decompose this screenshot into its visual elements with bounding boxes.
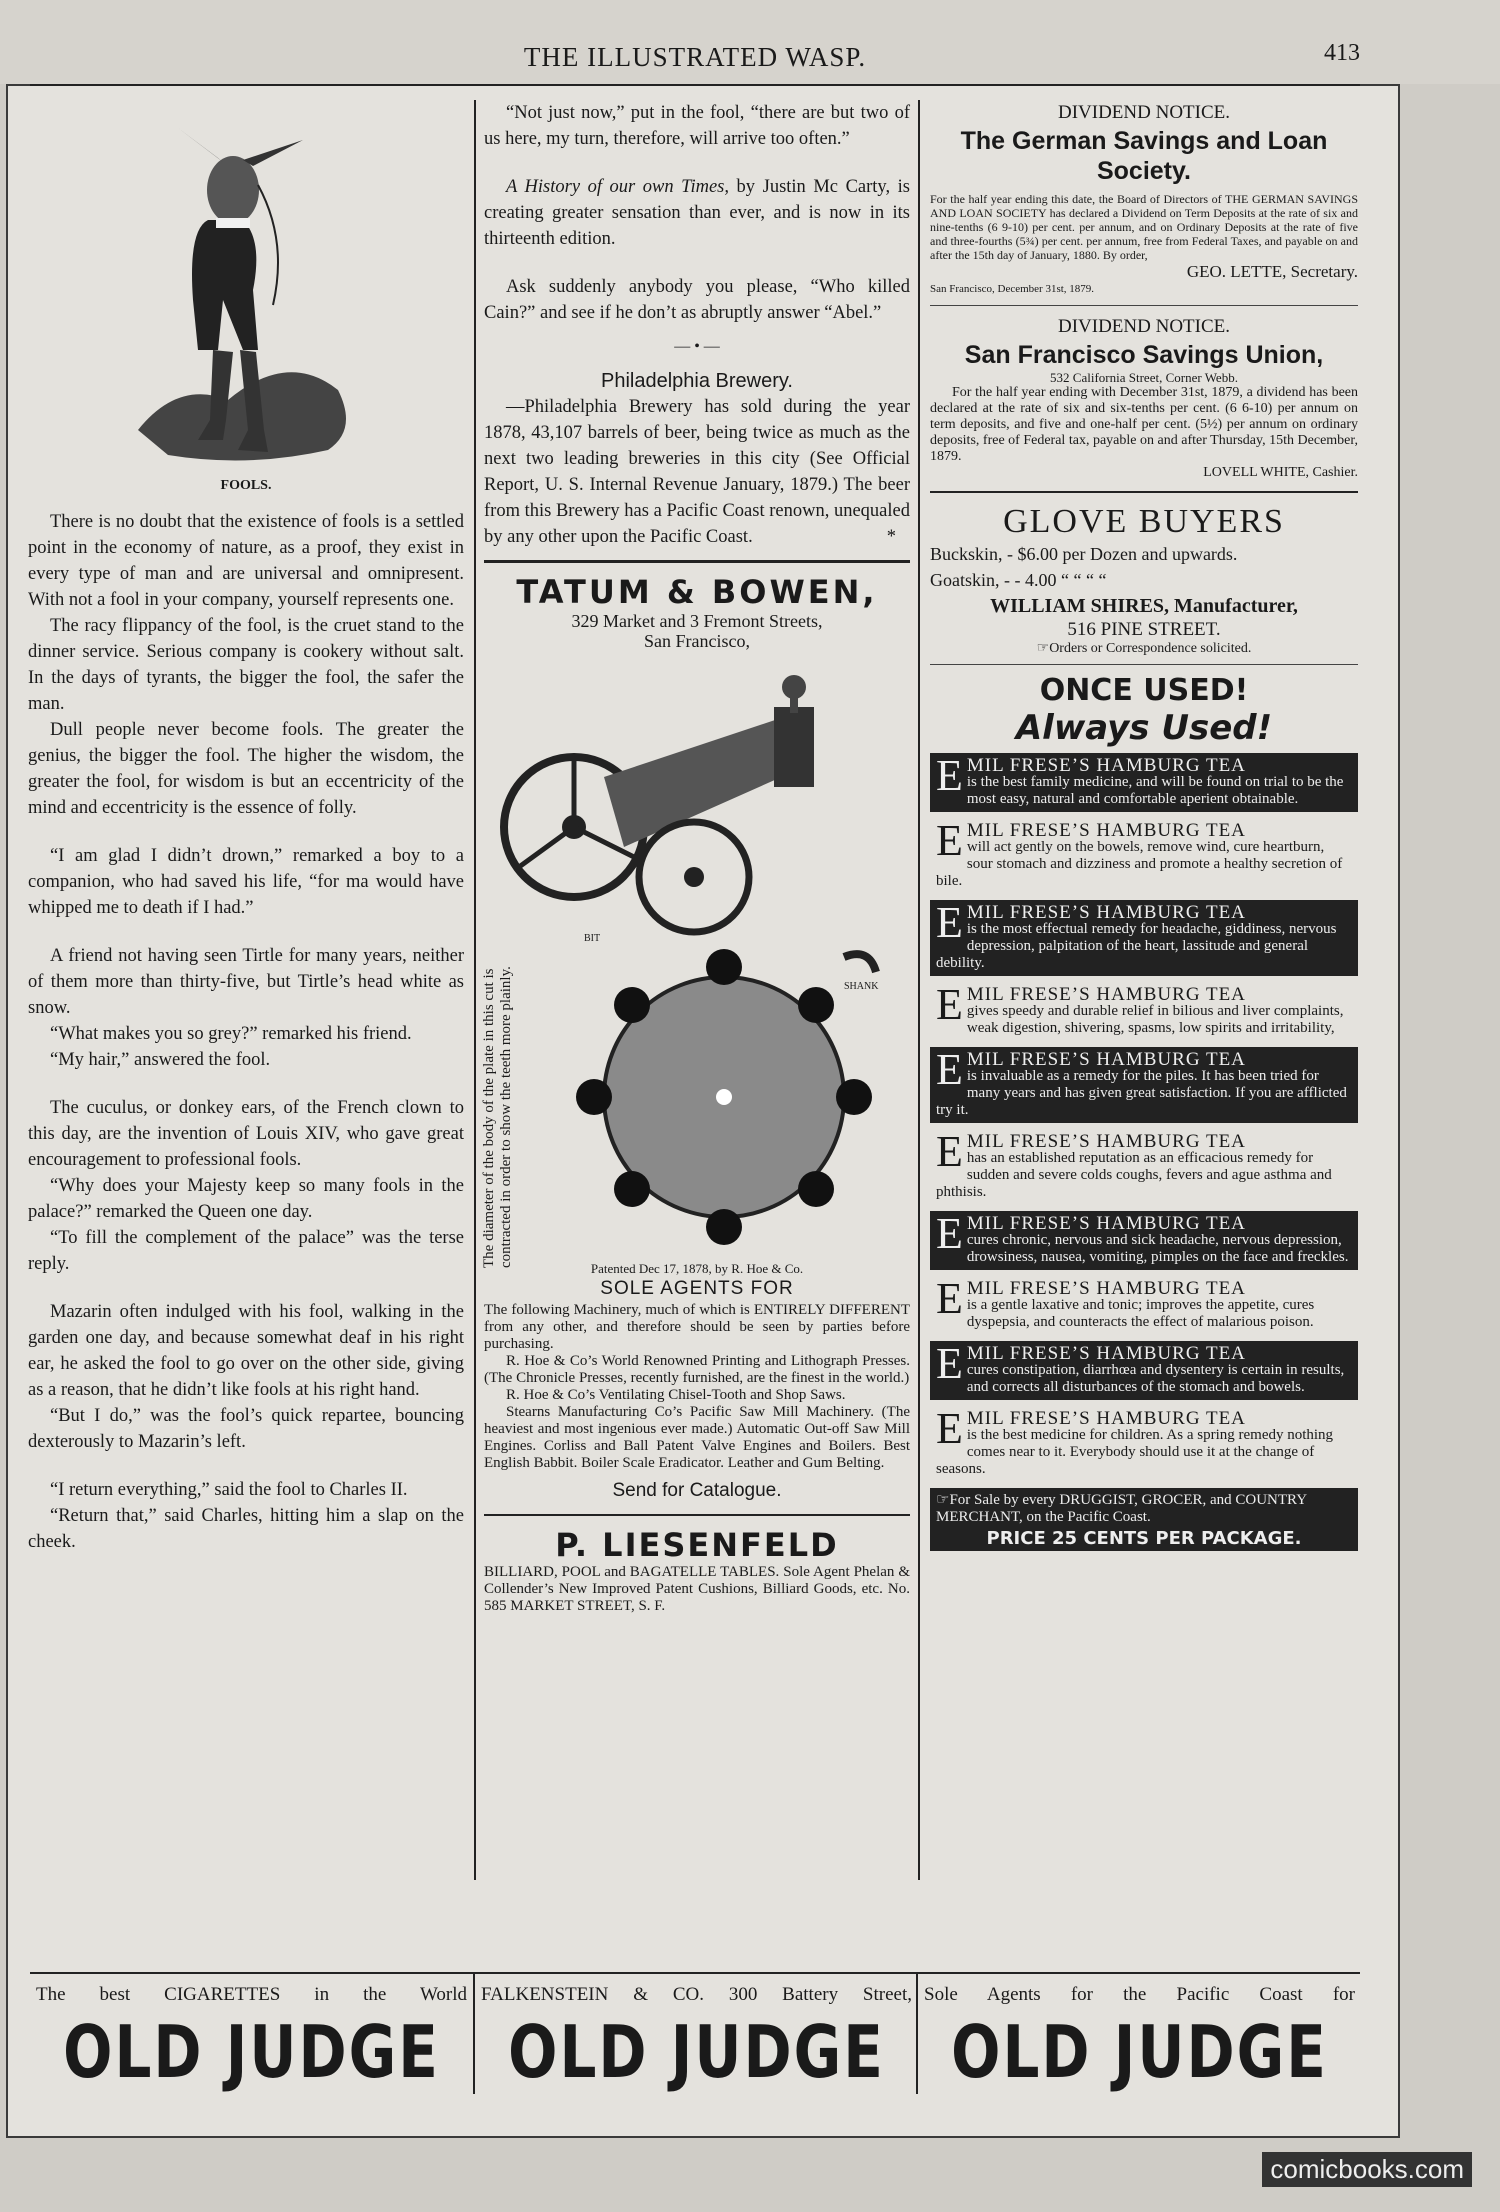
footer-cell bbox=[916, 1974, 1361, 2094]
page-number: 413 bbox=[1324, 40, 1360, 66]
article-paragraph: The racy flippancy of the fool, is the cruet stand to the dinner service. Serious company is cookery without salt. In the days of tyrants, the bigger the fool, the safer the man. bbox=[28, 616, 464, 714]
publication-title: THE ILLUSTRATED WASP. bbox=[523, 42, 867, 72]
tea-ad-heading: MIL FRESE’S HAMBURG TEA bbox=[966, 820, 1246, 841]
sf-savings-signature: LOVELL WHITE, Cashier. bbox=[1203, 465, 1358, 480]
german-savings-signature: GEO. LETTE, Secretary. bbox=[1186, 262, 1358, 281]
article-paragraph: The cuculus, or donkey ears, of the French clown to this day, are the invention of Louis XIV, who gave great encouragement to professional fools. bbox=[28, 1098, 464, 1170]
tea-ad-text: gives speedy and durable relief in bilious and liver complaints, weak digestion, shivering, spasms, low spirits and irritability, bbox=[966, 1003, 1344, 1036]
article-paragraph: There is no doubt that the existence of fools is a settled point in the economy of nature, as a proof, they exist in every type of man and are universal and omnipresent. With not a fool in your company, yourself represents one. bbox=[28, 512, 464, 610]
article-paragraph: “Why does your Majesty keep so many fools in the palace?” remarked the Queen one day. bbox=[28, 1176, 464, 1222]
tea-ad: E MIL FRESE’S HAMBURG TEA has an established reputation as an efficacious remedy for sudden and severe colds coughs, fevers and ague asthma and phthisis. bbox=[930, 1129, 1358, 1205]
saw-and-engine-drawing bbox=[484, 657, 904, 1257]
tea-ad-heading: MIL FRESE’S HAMBURG TEA bbox=[966, 755, 1246, 776]
once-used-heading: ONCE USED! bbox=[1039, 673, 1249, 708]
page-header bbox=[30, 36, 1360, 86]
machinery-intro: The following Machinery, much of which is ENTIRELY DIFFERENT from any other, and therefore should be seen by parties before purchasing. bbox=[484, 1302, 910, 1352]
shank-label: SHANK bbox=[844, 981, 879, 992]
article-paragraph: “My hair,” answered the fool. bbox=[50, 1050, 271, 1070]
tea-ad-heading: MIL FRESE’S HAMBURG TEA bbox=[966, 902, 1246, 923]
diameter-note: The diameter of the body of the plate in this cut is contracted in order to show the teeth more plainly. bbox=[481, 966, 514, 1268]
brewery-heading: Philadelphia Brewery. bbox=[601, 370, 793, 392]
tea-ad-text: is the most effectual remedy for headache, giddiness, nervous depression, palpitation of the heart, lassitude and general debility. bbox=[936, 921, 1337, 971]
glove-buyers-heading: GLOVE BUYERS bbox=[1003, 503, 1285, 540]
machinery-illustration bbox=[481, 651, 910, 1268]
sf-savings-text: For the half year ending with December 31st, 1879, a dividend has been declared at the rate of six and six-tenths per cent. (6 6-10) per annum on term deposits, and five and one-half per cent. (5½) per annum on ordinary deposits, free of Federal tax, payable on and after Thursday, 15th December, 1879. bbox=[930, 385, 1358, 464]
column-fools bbox=[28, 100, 464, 1880]
tea-ad: E MIL FRESE’S HAMBURG TEA gives speedy and durable relief in bilious and liver complaints, weak digestion, shivering, spasms, low spirits and irritability, bbox=[930, 982, 1358, 1041]
glove-manufacturer: WILLIAM SHIRES, Manufacturer, bbox=[990, 595, 1298, 617]
tea-ad: E MIL FRESE’S HAMBURG TEA is the best family medicine, and will be found on trial to be the most easy, natural and comfortable aperient obtainable. bbox=[930, 753, 1358, 812]
tea-ad-heading: MIL FRESE’S HAMBURG TEA bbox=[966, 1278, 1246, 1299]
always-used-heading: Always Used! bbox=[1015, 708, 1273, 748]
tea-ad: E MIL FRESE’S HAMBURG TEA cures constipation, diarrhœa and dysentery is certain in results, and corrects all disturbances of the stomach and bowels. bbox=[930, 1341, 1358, 1400]
dividend-heading: DIVIDEND NOTICE. bbox=[1057, 102, 1231, 123]
article-paragraph: “I am glad I didn’t drown,” remarked a boy to a companion, who had saved his life, “for ma would have whipped me to death if I had.” bbox=[28, 846, 464, 918]
article-paragraph: “I return everything,” said the fool to Charles II. bbox=[50, 1480, 408, 1500]
tea-ad-heading: MIL FRESE’S HAMBURG TEA bbox=[966, 1408, 1246, 1429]
article-paragraph: “Not just now,” put in the fool, “there are but two of us here, my turn, therefore, will arrive too often.” bbox=[484, 103, 910, 149]
glove-price-goatskin: Goatskin, - - 4.00 “ “ “ “ bbox=[930, 570, 1107, 590]
sole-agents-heading: SOLE AGENTS FOR bbox=[600, 1278, 794, 1299]
tea-sale-text: ☞For Sale by every DRUGGIST, GROCER, and COUNTRY MERCHANT, on the Pacific Coast. bbox=[936, 1492, 1307, 1525]
tea-ad-text: is the best family medicine, and will be found on trial to be the most easy, natural and comfortable aperient obtainable. bbox=[966, 774, 1344, 807]
footer-cell bbox=[30, 1974, 473, 2094]
tea-ad-heading: MIL FRESE’S HAMBURG TEA bbox=[966, 984, 1246, 1005]
glove-price-buckskin: Buckskin, - $6.00 per Dozen and upwards. bbox=[930, 544, 1238, 564]
german-savings-date: San Francisco, December 31st, 1879. bbox=[930, 283, 1095, 295]
tea-ad: E MIL FRESE’S HAMBURG TEA is the most effectual remedy for headache, giddiness, nervous depression, palpitation of the heart, lassitude and general debility. bbox=[930, 900, 1358, 976]
footer-cell bbox=[473, 1974, 918, 2094]
column-advertisements bbox=[918, 100, 1358, 1880]
bit-label: BIT bbox=[584, 933, 601, 944]
article-paragraph: A friend not having seen Tirtle for many years, neither of them more than thirty-five, but Tirtle’s head white as snow. bbox=[28, 946, 464, 1018]
tea-ad-text: is a gentle laxative and tonic; improves the appetite, cures dyspepsia, and counteracts the effect of malarious poison. bbox=[966, 1297, 1315, 1330]
tea-ad: E MIL FRESE’S HAMBURG TEA is invaluable as a remedy for the piles. It has been tried for many years and has given great satisfaction. If you are afflicted try it. bbox=[930, 1047, 1358, 1123]
footer-text: Sole Agents for the Pacific Coast for bbox=[924, 1984, 1355, 2005]
tea-ad: E MIL FRESE’S HAMBURG TEA is a gentle laxative and tonic; improves the appetite, cures dyspepsia, and counteracts the effect of malarious poison. bbox=[930, 1276, 1358, 1335]
tea-ad-heading: MIL FRESE’S HAMBURG TEA bbox=[966, 1049, 1246, 1070]
site-watermark: comicbooks.com bbox=[1262, 2152, 1472, 2187]
book-note: by Justin Mc Carty, is creating greater sensation than ever, and is now in its thirteenth edition. bbox=[484, 177, 910, 249]
german-savings-text: For the half year ending this date, the Board of Directors of THE GERMAN SAVINGS AND LOAN SOCIETY has declared a Dividend on Term Deposits at the rate of six and nine-tenths (6 9-10) per cent. per annum, and on Ordinary Deposits at the rate of five and three-fourths (5¾) per cent. per annum, free from Federal Taxes, and payable on and after the 15th day of January, 1880. By order, bbox=[930, 192, 1358, 262]
article-paragraph bbox=[484, 174, 910, 252]
tea-ad-heading: MIL FRESE’S HAMBURG TEA bbox=[966, 1343, 1246, 1364]
book-title: A History of our own Times, bbox=[506, 177, 729, 197]
tatum-city: San Francisco, bbox=[644, 631, 750, 651]
liesenfeld-name: P. LIESENFELD bbox=[555, 1526, 839, 1564]
glove-address: 516 PINE STREET. bbox=[1067, 619, 1221, 640]
hoe-presses: R. Hoe & Co’s World Renowned Printing and Lithograph Presses. (The Chronicle Presses, recently furnished, are the finest in the world.) bbox=[484, 1353, 910, 1386]
article-paragraph: “But I do,” was the fool’s quick repartee, bouncing dexterously to Mazarin’s left. bbox=[28, 1406, 464, 1452]
old-judge-brand: OLD JUDGE bbox=[63, 2009, 440, 2095]
tea-ad: E MIL FRESE’S HAMBURG TEA will act gently on the bowels, remove wind, cure heartburn, sour stomach and dizziness and promote a healthy secretion of bile. bbox=[930, 818, 1358, 894]
tea-ad-text: has an established reputation as an efficacious remedy for sudden and severe colds coughs, fevers and ague asthma and phthisis. bbox=[936, 1150, 1332, 1200]
article-paragraph: “What makes you so grey?” remarked his friend. bbox=[50, 1024, 412, 1044]
tea-ad: E MIL FRESE’S HAMBURG TEA cures chronic, nervous and sick headache, nervous depression, drowsiness, nausea, vomiting, pimples on the face and freckles. bbox=[930, 1211, 1358, 1270]
tea-ad-text: is the best medicine for children. As a spring remedy nothing comes near to it. Everybody should use it at the change of seasons. bbox=[936, 1427, 1334, 1477]
tea-price: PRICE 25 CENTS PER PACKAGE. bbox=[986, 1528, 1302, 1549]
tea-ad: E MIL FRESE’S HAMBURG TEA is the best medicine for children. As a spring remedy nothing comes near to it. Everybody should use it at the change of seasons. bbox=[930, 1406, 1358, 1482]
tea-sale-box bbox=[930, 1488, 1358, 1551]
old-judge-footer bbox=[30, 1972, 1360, 2094]
article-paragraph: “Return that,” said Charles, hitting him a slap on the cheek. bbox=[28, 1506, 464, 1552]
ornament-divider: — • — bbox=[674, 338, 720, 355]
tatum-address: 329 Market and 3 Fremont Streets, bbox=[571, 611, 823, 631]
sf-savings-name: San Francisco Savings Union, bbox=[964, 341, 1324, 369]
tea-ad-text: cures constipation, diarrhœa and dysentery is certain in results, and corrects all disturbances of the stomach and bowels. bbox=[966, 1362, 1345, 1395]
tea-ad-text: cures chronic, nervous and sick headache, nervous depression, drowsiness, nausea, vomiting, pimples on the face and freckles. bbox=[966, 1232, 1349, 1265]
article-paragraph: Ask suddenly anybody you please, “Who killed Cain?” and see if he don’t as abruptly answer “Abel.” bbox=[484, 277, 910, 323]
footer-text: The best CIGARETTES in the World bbox=[36, 1984, 467, 2005]
article-paragraph: Mazarin often indulged with his fool, walking in the garden one day, and because somewhat deaf in his right ear, he asked the fool to go over on the other side, giving as a reason, that he didn’t like fools at his right hand. bbox=[28, 1302, 464, 1400]
tea-ad-text: will act gently on the bowels, remove wind, cure heartburn, sour stomach and dizziness and promote a healthy secretion of bile. bbox=[936, 839, 1343, 889]
patent-note: Patented Dec 17, 1878, by R. Hoe & Co. bbox=[590, 1261, 804, 1276]
article-paragraph: Dull people never become fools. The greater the genius, the bigger the fool. The higher the wisdom, the greater the fool, for wisdom is but an eccentricity of the mind and eccentricity is the essence of folly. bbox=[28, 720, 464, 818]
footer-text: FALKENSTEIN & CO. 300 Battery Street, bbox=[481, 1984, 912, 2005]
tatum-name: TATUM & BOWEN, bbox=[516, 573, 878, 611]
tea-ad-text: is invaluable as a remedy for the piles. It has been tried for many years and has given great satisfaction. If you are afflicted try it. bbox=[936, 1068, 1347, 1118]
article-paragraph: “To fill the complement of the palace” was the terse reply. bbox=[28, 1228, 464, 1274]
tea-ad-heading: MIL FRESE’S HAMBURG TEA bbox=[966, 1131, 1246, 1152]
brewery-text: —Philadelphia Brewery has sold during the year 1878, 43,107 barrels of beer, being twice as much as the next two leading breweries in this city (See Official Report, U. S. Internal Revenue January, 1879.) The beer from this Brewery has a Pacific Coast renown, unequaled by any other upon the Pacific Coast. bbox=[484, 397, 910, 547]
glove-orders: ☞Orders or Correspondence solicited. bbox=[1036, 641, 1252, 656]
donkey-illustration bbox=[28, 100, 464, 470]
old-judge-brand: OLD JUDGE bbox=[508, 2009, 885, 2095]
dividend-heading: DIVIDEND NOTICE. bbox=[1057, 316, 1231, 337]
old-judge-brand: OLD JUDGE bbox=[951, 2009, 1328, 2095]
catalogue-line: Send for Catalogue. bbox=[612, 1480, 782, 1501]
brewery-star: * bbox=[886, 527, 896, 547]
liesenfeld-text: BILLIARD, POOL and BAGATELLE TABLES. Sole Agent Phelan & Collender’s New Improved Patent Cushions, Billiard Goods, etc. No. 585 MARKET STREET, S. F. bbox=[484, 1564, 910, 1614]
column-middle bbox=[474, 100, 910, 1880]
sf-savings-address: 532 California Street, Corner Webb. bbox=[1050, 370, 1238, 385]
tea-ad-heading: MIL FRESE’S HAMBURG TEA bbox=[966, 1213, 1246, 1234]
german-savings-name: The German Savings and Loan Society. bbox=[960, 127, 1328, 185]
hoe-saws: R. Hoe & Co’s Ventilating Chisel-Tooth and Shop Saws. bbox=[506, 1387, 846, 1403]
stearns-machinery: Stearns Manufacturing Co’s Pacific Saw Mill Machinery. (The heaviest and most ingenious ever made.) Automatic Out-off Saw Mill Engines. Corliss and Ball Patent Valve Engines and Boilers. Best English Babbit. Boiler Scale Eradicator. Leather and Gum Belting. bbox=[484, 1404, 910, 1471]
illustration-caption: FOOLS. bbox=[220, 478, 272, 493]
